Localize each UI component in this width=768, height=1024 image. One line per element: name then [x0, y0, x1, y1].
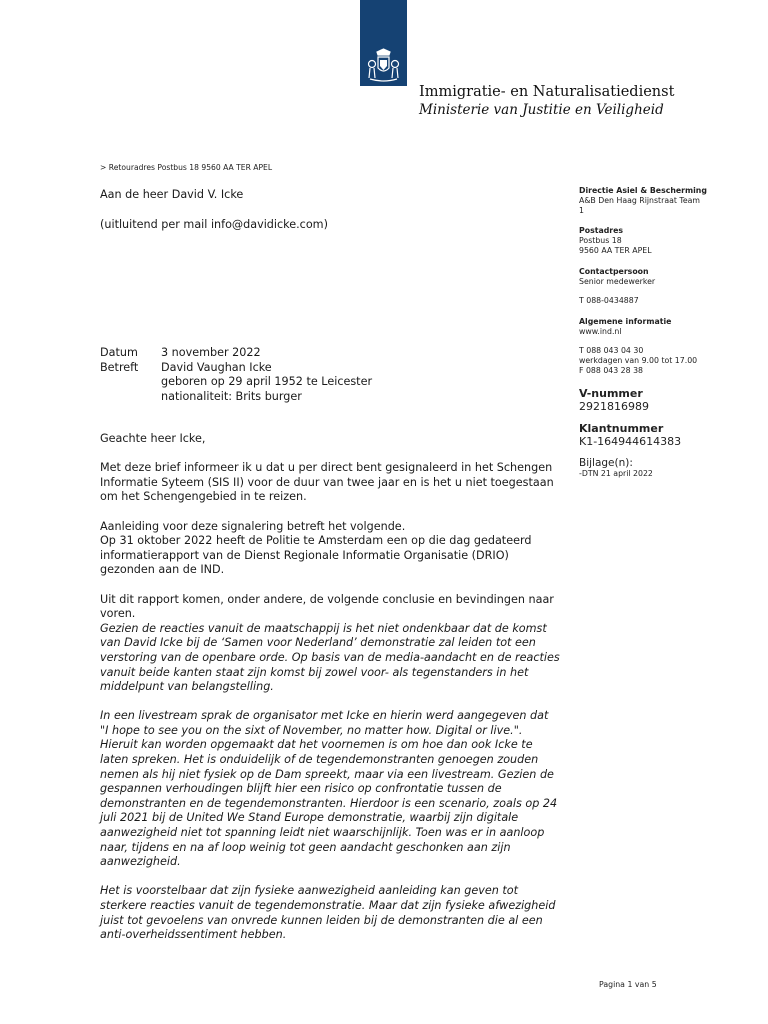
betreft-row: [100, 361, 372, 405]
datum-row: [100, 346, 372, 361]
vnummer-heading: V-nummer: [579, 386, 643, 400]
org-name: Immigratie- en Naturalisatiedienst: [419, 84, 675, 100]
logo-band: [360, 0, 407, 86]
contact-heading: Contactpersoon: [579, 266, 649, 276]
return-address: > Retouradres Postbus 18 9560 AA TER APEL: [100, 163, 273, 172]
general-info-block: [579, 317, 749, 376]
directie-heading: Directie Asiel & Bescherming: [579, 186, 707, 195]
salutation: Geachte heer Icke,: [100, 432, 206, 445]
vnummer-value: 2921816989: [579, 400, 649, 414]
general-info-heading: Algemene informatie: [579, 316, 672, 326]
klantnummer-heading: Klantnummer: [579, 421, 664, 435]
quote-text: In een livestream sprak de organisator met Icke en hierin werd aangegeven dat "I hope to see you on the sixt of November, no matter how. Digital or live.". Hieruit kan worden opgemaakt dat het voornemen is om hoe dan ook Icke te laten spreken. Het is onduidelijk of de tegendemonstranten genoegen zouden nemen als hij niet fysiek op de Dam spreekt, maar via een livestream. Gezien de gespannen verhoudingen blijft hier een risico op confrontatie tussen de demonstranten en de tegendemonstranten. Hierdoor is een scenario, zoals op 24 juli 2021 bij de United We Stand Europe demonstratie, waarbij zijn digitale aanwezigheid niet tot spanning leidt niet waarschijnlijk. Toen was er in aanloop naar, tijdens en na af loop weinig tot geen aandacht geschonken aan zijn aanwezigheid.: [100, 709, 558, 869]
directie-block: [579, 186, 749, 215]
betreft-label: Betreft: [100, 360, 139, 374]
datum-value: 3 november 2022: [161, 346, 261, 359]
page-number: Pagina 1 van 5: [599, 980, 657, 989]
org-ministry: Ministerie van Justitie en Veiligheid: [419, 102, 664, 118]
paragraph: Aanleiding voor deze signalering betreft het volgende.: [100, 519, 406, 533]
quote-paragraph: [100, 884, 560, 942]
office-hours: werkdagen van 9.00 tot 17.00: [579, 356, 698, 366]
contact-block: [579, 267, 749, 306]
bijlage-heading: Bijlage(n):: [579, 456, 633, 469]
bijlage-value: -DTN 21 april 2022: [579, 469, 653, 479]
spacer: [579, 286, 749, 296]
klantnummer-value: K1-164944614383: [579, 435, 682, 449]
contact-phone: T 088-0434887: [579, 296, 639, 306]
addressee: Aan de heer David V. Icke: [100, 188, 244, 201]
postadres-heading: Postadres: [579, 226, 624, 236]
letter-body: [100, 432, 560, 957]
paragraph: Uit dit rapport komen, onder andere, de volgende conclusie en bevindingen naar voren.: [100, 592, 554, 621]
paragraph: Met deze brief informeer ik u dat u per direct bent gesignaleerd in het Schengen Informatie Syteem (SIS II) voor de duur van twee jaar en is het u niet toegestaan om het Schengengebied in te reizen.: [100, 461, 554, 504]
letter-meta: [100, 346, 372, 404]
postadres-block: [579, 226, 749, 255]
postadres-line: Postbus 18: [579, 236, 622, 246]
mail-note: (uitluitend per mail info@davidicke.com): [100, 218, 328, 231]
postadres-line: 9560 AA TER APEL: [579, 245, 652, 255]
betreft-value: [161, 361, 372, 405]
datum-label: Datum: [100, 346, 138, 359]
spacer: [579, 337, 749, 347]
contact-role: Senior medewerker: [579, 276, 656, 286]
betreft-line: nationaliteit: Brits burger: [161, 389, 302, 403]
sidebar-info: [579, 186, 749, 479]
coat-of-arms-icon: [366, 48, 401, 82]
directie-line: 1: [579, 205, 584, 215]
quote-paragraph: [100, 709, 560, 870]
fax: F 088 043 28 38: [579, 365, 644, 375]
paragraph: Op 31 oktober 2022 heeft de Politie te Amsterdam een op die dag gedateerd informatierapport van de Dienst Regionale Informatie Organisatie (DRIO) gezonden aan de IND.: [100, 534, 532, 577]
betreft-line: David Vaughan Icke: [161, 360, 272, 374]
org-header: [419, 83, 674, 119]
website: www.ind.nl: [579, 326, 622, 336]
quote-text: Het is voorstelbaar dat zijn fysieke aanwezigheid aanleiding kan geven tot sterkere reacties vanuit de tegendemonstratie. Maar dat zijn fysieke afwezigheid juist tot gevoelens van onvrede kunnen leiden bij de demonstranten die al een anti-overheidssentiment hebben.: [100, 884, 556, 942]
quote-paragraph: [100, 622, 560, 695]
quote-text: Gezien de reacties vanuit de maatschappij is het niet ondenkbaar dat de komst van David Icke bij de ‘Samen voor Nederland’ demonstratie zal leiden tot een verstoring van de openbare orde. Op basis van de media-aandacht en de reacties vanuit beide kanten staat zijn komst bij zowel voor- als tegenstanders in het middelpunt van belangstelling.: [100, 621, 560, 694]
betreft-line: geboren op 29 april 1952 te Leicester: [161, 375, 373, 388]
general-phone: T 088 043 04 30: [579, 346, 644, 356]
directie-line: A&B Den Haag Rijnstraat Team: [579, 195, 701, 205]
